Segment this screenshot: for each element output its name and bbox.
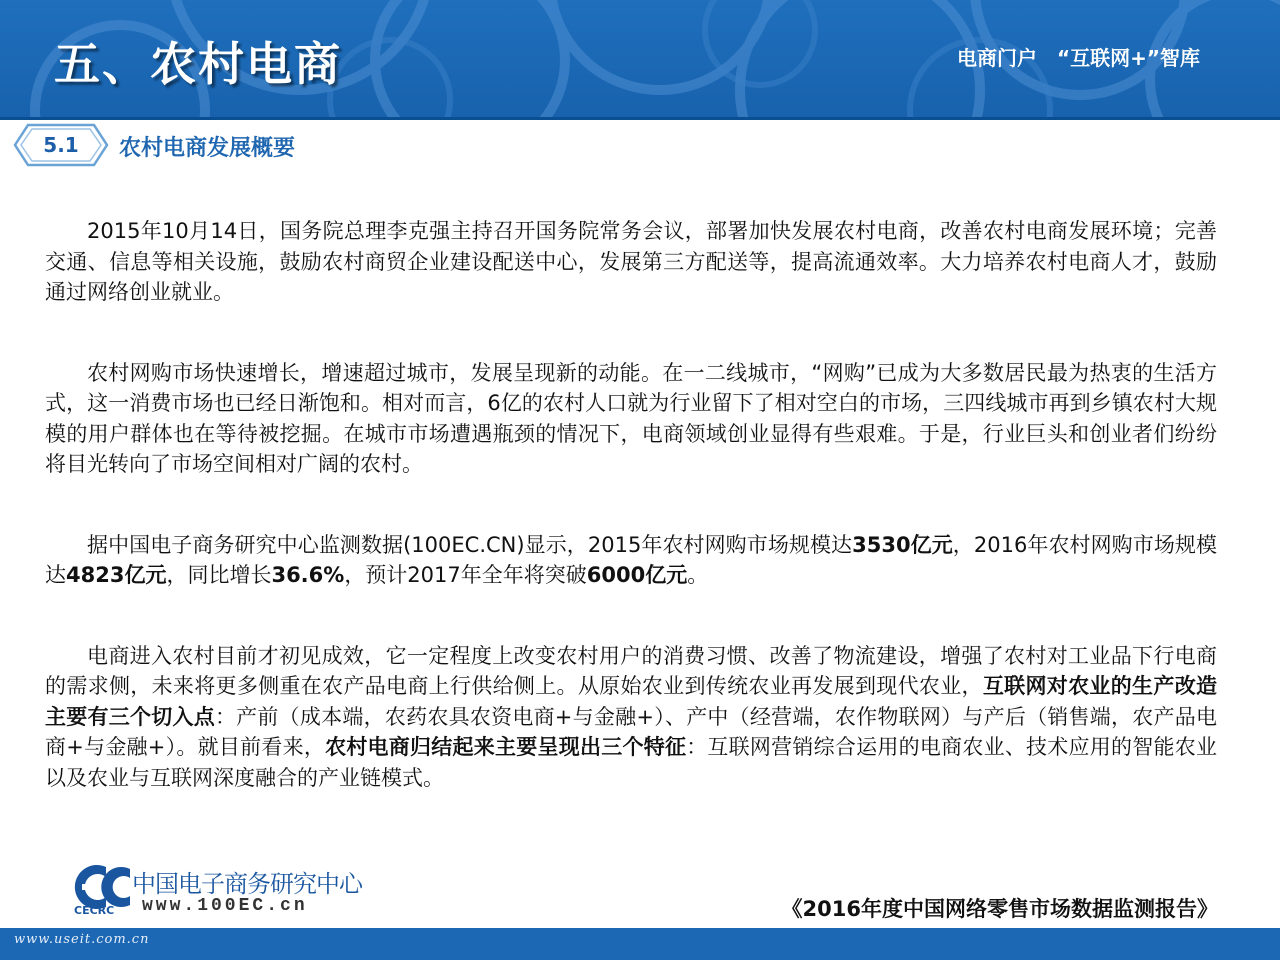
footer-bar <box>0 928 1280 960</box>
p3-text-2: ，2016年农村网购市场规模达 <box>45 532 1217 587</box>
p4-bold-1: 互联网对农业的生产改造主要有三个切入点 <box>45 674 1218 729</box>
p3-value-2015: 3530亿元 <box>852 532 953 557</box>
p4-text-2: ：产前（成本端，农药农具农资电商+与金融+）、产中（经营端，农作物联网）与产后（销售端，农产品电商+与金融+）。就目前看来， <box>45 704 1218 759</box>
report-title: 《2016年度中国网络零售市场数据监测报告》 <box>781 897 1218 921</box>
p4-text-3: ：互联网营销综合运用的电商农业、技术应用的智能农业以及农业与互联网深度融合的产业链模式。 <box>45 735 1217 790</box>
header-banner <box>0 0 1280 117</box>
logo-url: www.100EC.cn <box>142 896 308 916</box>
p3-value-2016: 4823亿元 <box>66 563 167 587</box>
header-divider <box>0 117 1280 120</box>
logo-abbr: CECRC <box>74 904 115 917</box>
p4-bold-2: 农村电商归结起来主要呈现出三个特征 <box>325 735 687 759</box>
p3-text-3: ，同比增长 <box>166 563 272 587</box>
logo-name: 中国电子商务研究中心 <box>132 870 362 898</box>
page-title: 五、农村电商 <box>54 37 342 91</box>
footer-watermark: www.useit.com.cn <box>14 932 150 947</box>
paragraph-4 <box>45 641 1217 794</box>
tagline-think-tank: “互联网+”智库 <box>1056 46 1200 70</box>
p3-text-4: ，预计2017年全年将突破 <box>344 563 587 587</box>
p3-text-5: 。 <box>687 563 709 587</box>
paragraph-3 <box>45 530 1217 591</box>
p3-value-2017: 6000亿元 <box>586 563 688 587</box>
p3-growth-rate: 36.6% <box>271 563 345 587</box>
header-tagline <box>957 42 1200 71</box>
p3-text-1: 据中国电子商务研究中心监测数据(100EC.CN)显示，2015年农村网购市场规模达 <box>87 532 853 557</box>
section-title: 农村电商发展概要 <box>119 136 296 161</box>
paragraph-2: 农村网购市场快速增长，增速超过城市，发展呈现新的动能。在一二线城市，“网购”已成为大多数居民最为热衷的生活方式，这一消费市场也已经日渐饱和。相对而言，6亿的农村人口就为行业留下了相对空白的市场，三四线城市再到乡镇农村大规模的用户群体也在等待被挖掘。在城市市场遭遇瓶颈的情况下，电商领域创业显得有些艰难。于是，行业巨头和创业者们纷纷将目光转向了市场空间相对广阔的农村。 <box>45 360 1217 476</box>
body-text <box>45 216 1217 793</box>
tagline-portal: 电商门户 <box>956 46 1037 70</box>
section-number: 5.1 <box>43 133 79 157</box>
p4-text-1: 电商进入农村目前才初见成效，它一定程度上改变农村用户的消费习惯、改善了物流建设，增强了农村对工业品下行电商的需求侧，未来将更多侧重在农产品电商上行供给侧上。从原始农业到传统农业再发展到现代农业， <box>45 643 1217 698</box>
paragraph-1: 2015年10月14日，国务院总理李克强主持召开国务院常务会议，部署加快发展农村电商，改善农村电商发展环境；完善交通、信息等相关设施，鼓励农村商贸企业建设配送中心，发展第三方配送等，提高流通效率。大力培养农村电商人才，鼓励通过网络创业就业。 <box>45 219 1217 304</box>
